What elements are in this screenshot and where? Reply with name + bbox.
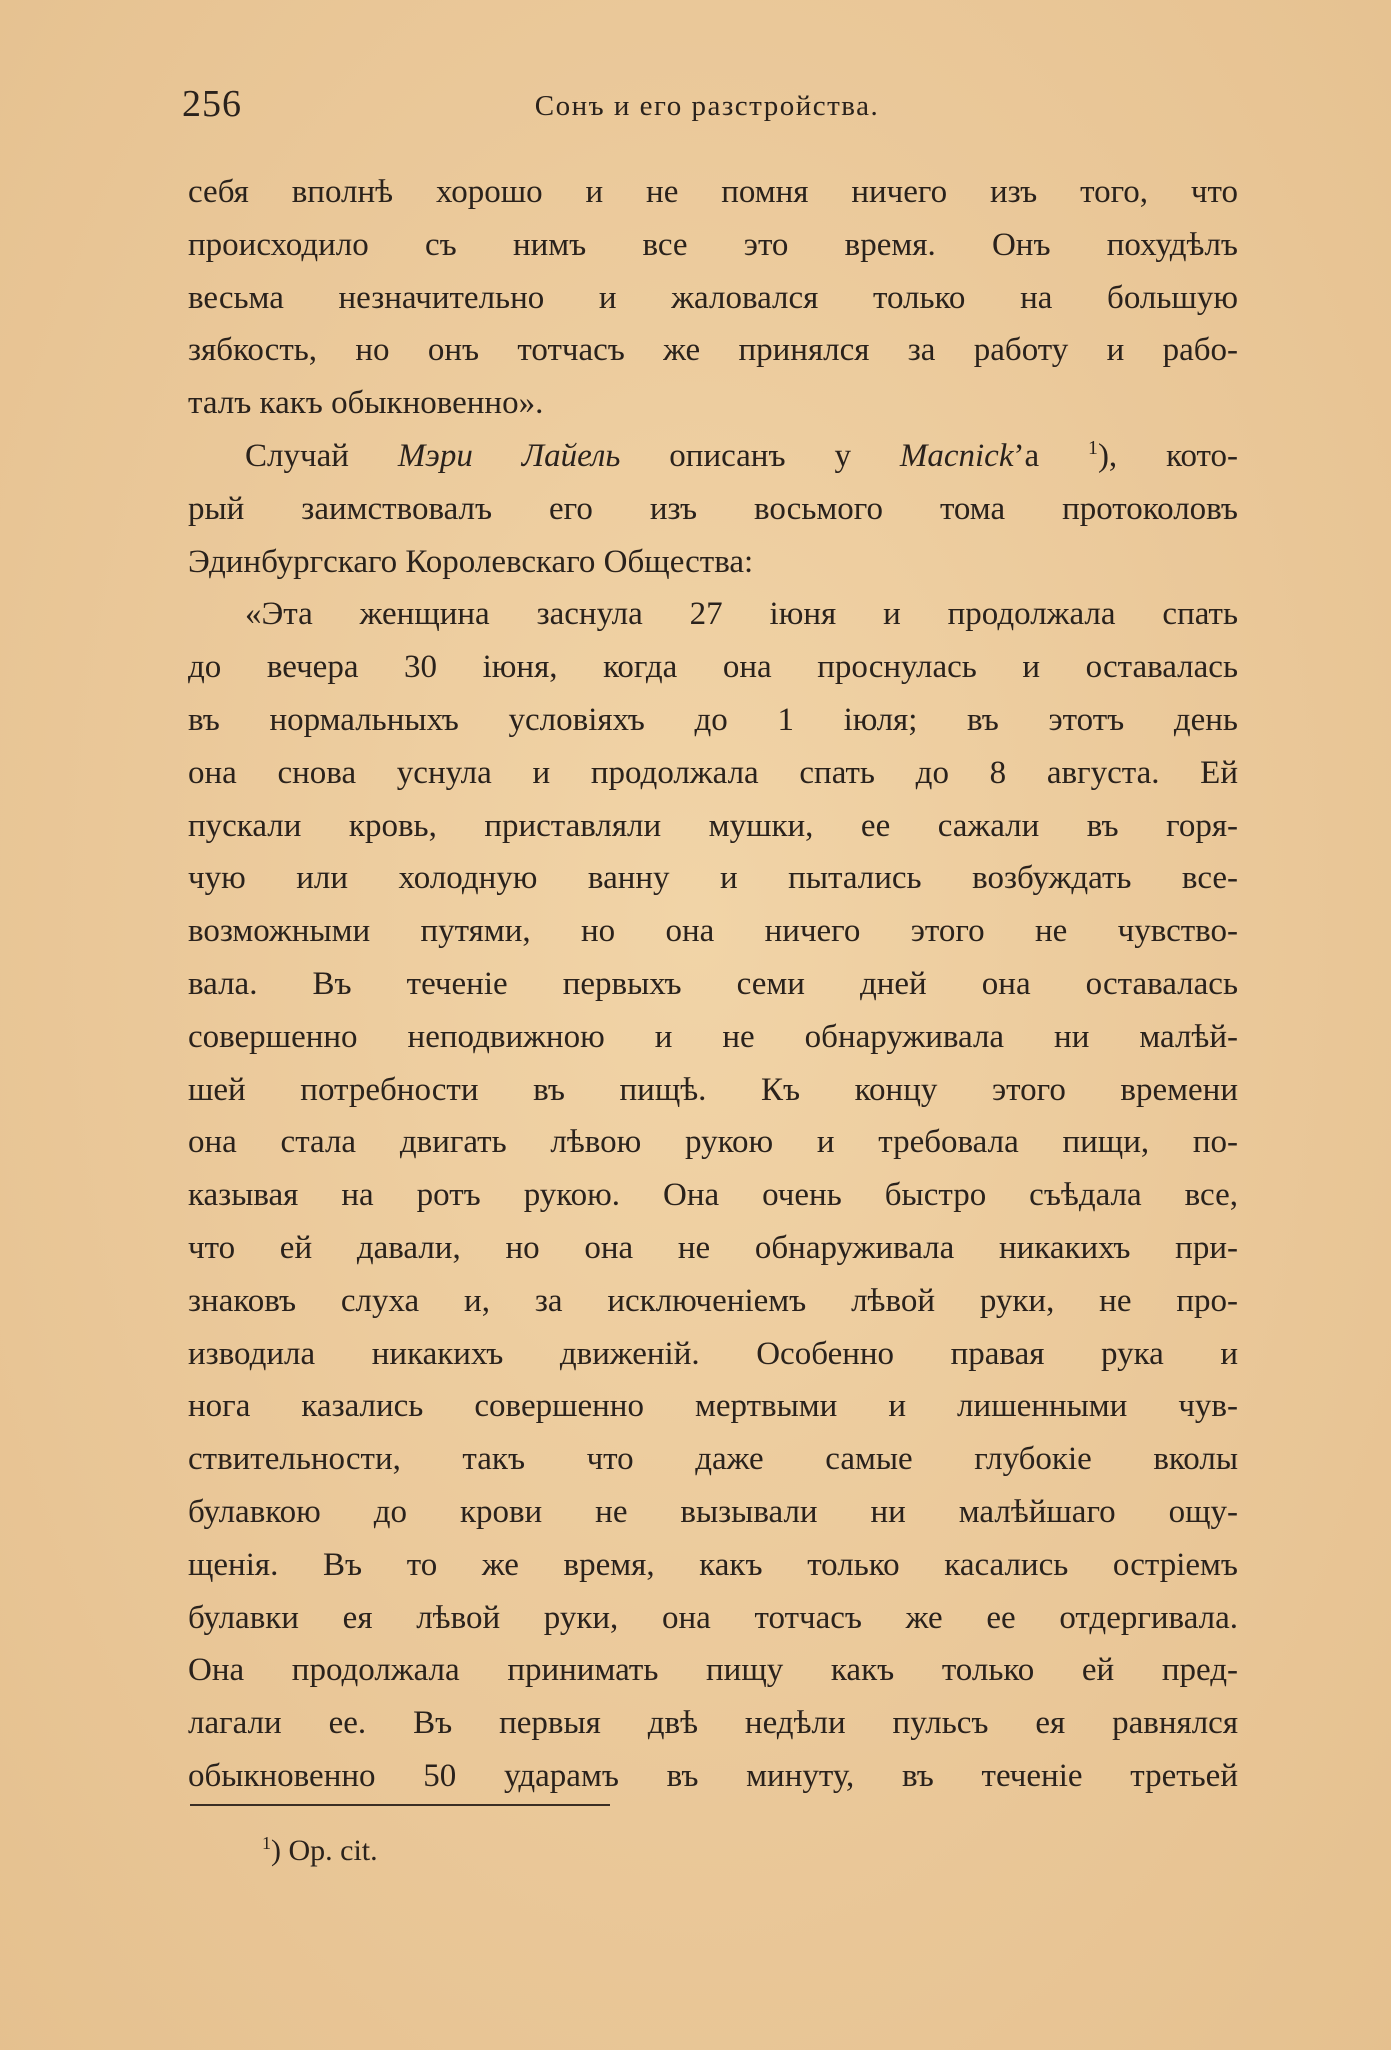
text-line: ствительности, такъ что даже самые глубокіе вколы bbox=[188, 1441, 1238, 1478]
text-line: булавки ея лѣвой руки, она тотчасъ же ее отдергивала. bbox=[188, 1599, 1238, 1636]
body-text bbox=[188, 166, 1238, 1803]
text-run: ), кото- bbox=[1097, 437, 1238, 474]
text-line: обыкновенно 50 ударамъ въ минуту, въ теченіе третьей bbox=[188, 1757, 1238, 1794]
text-line: до вечера 30 іюня, когда она проснулась и оставалась bbox=[188, 649, 1238, 686]
text-line: возможными путями, но она ничего этого не чувство- bbox=[188, 913, 1238, 950]
text-run: описанъ у bbox=[620, 437, 900, 474]
text-line: она стала двигать лѣвою рукою и требовала пищи, по- bbox=[188, 1124, 1238, 1161]
text-line: рый заимствовалъ его изъ восьмого тома протоколовъ bbox=[188, 490, 1238, 527]
text-run: ’а bbox=[1013, 437, 1089, 474]
running-title: Сонъ и его разстройства. bbox=[534, 90, 880, 122]
text-run: Случай bbox=[245, 437, 398, 474]
text-line: зябкость, но онъ тотчасъ же принялся за работу и рабо- bbox=[188, 332, 1238, 369]
text-line: «Эта женщина заснула 27 іюня и продолжала спать bbox=[245, 596, 1238, 633]
text-line: чую или холодную ванну и пытались возбуждать все- bbox=[188, 860, 1238, 897]
text-line: въ нормальныхъ условіяхъ до 1 іюля; въ этотъ день bbox=[188, 701, 1238, 738]
text-line: она снова уснула и продолжала спать до 8 августа. Ей bbox=[188, 754, 1238, 791]
text-line: булавкою до крови не вызывали ни малѣйшаго ощу- bbox=[188, 1493, 1238, 1530]
text-line: пускали кровь, приставляли мушки, ее сажали въ горя- bbox=[188, 807, 1238, 844]
text-line: весьма незначительно и жаловался только на большую bbox=[188, 279, 1238, 316]
footnote-divider bbox=[190, 1804, 610, 1806]
text-line: шей потребности въ пищѣ. Къ концу этого времени bbox=[188, 1071, 1238, 1108]
text-line: совершенно неподвижною и не обнаруживала ни малѣй- bbox=[188, 1018, 1238, 1055]
text-line: изводила никакихъ движеній. Особенно правая рука и bbox=[188, 1335, 1238, 1372]
text-line: себя вполнѣ хорошо и не помня ничего изъ того, что bbox=[188, 174, 1238, 210]
text-line: щенія. Въ то же время, какъ только касались остріемъ bbox=[188, 1546, 1238, 1583]
person-name: Мэри Лайель bbox=[397, 437, 621, 474]
footnote-text: ) Op. cit. bbox=[271, 1834, 378, 1867]
text-line: вала. Въ теченіе первыхъ семи дней она оставалась bbox=[188, 965, 1238, 1002]
running-head bbox=[182, 82, 1232, 132]
page-number: 256 bbox=[182, 83, 242, 125]
text-line: что ей давали, но она не обнаруживала никакихъ при- bbox=[188, 1229, 1238, 1266]
text-line: лагали ее. Въ первыя двѣ недѣли пульсъ ея равнялся bbox=[188, 1705, 1238, 1742]
footnote-marker: 1 bbox=[262, 1833, 271, 1853]
text-line: знаковъ слуха и, за исключеніемъ лѣвой руки, не про- bbox=[188, 1282, 1238, 1319]
text-line: талъ какъ обыкновенно». bbox=[188, 385, 544, 422]
text-line: казывая на ротъ рукою. Она очень быстро съѣдала все, bbox=[188, 1177, 1238, 1214]
text-line: Она продолжала принимать пищу какъ только ей пред- bbox=[188, 1652, 1238, 1689]
text-line: происходило съ нимъ все это время. Онъ похудѣлъ bbox=[188, 226, 1238, 263]
text-line: Эдинбургскаго Королевскаго Общества: bbox=[188, 543, 754, 580]
footnote-reference: 1 bbox=[1088, 436, 1098, 459]
author-name: Macnick bbox=[899, 437, 1014, 474]
text-line-with-citation bbox=[188, 430, 1238, 483]
footnote bbox=[262, 1834, 378, 1868]
text-line: нога казались совершенно мертвыми и лишенными чув- bbox=[188, 1388, 1238, 1425]
